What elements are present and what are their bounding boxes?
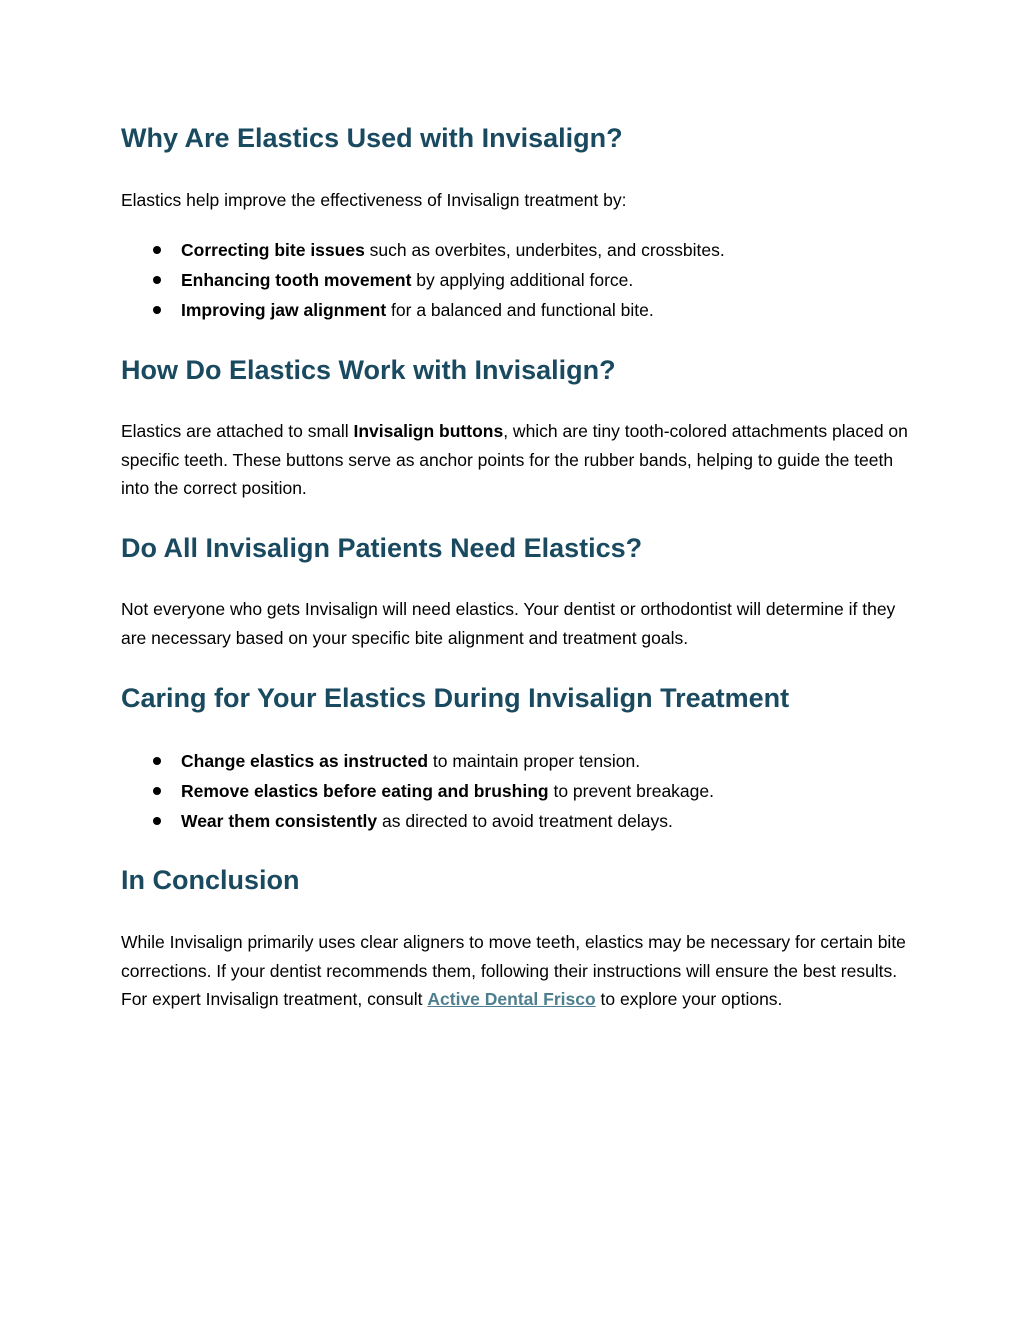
- intro-paragraph: Elastics help improve the effectiveness of Invisalign treatment by:: [121, 190, 627, 210]
- patients-paragraph: Not everyone who gets Invisalign will need elastics. Your dentist or orthodontist will determine if they are necessary based on your specific bite alignment and treatment goals.: [121, 599, 896, 648]
- conclusion-paragraph: While Invisalign primarily uses clear aligners to move teeth, elastics may be necessary for certain bite corrections. If your dentist recommends them, following their instructions will ensure the best results. For expert Invisalign treatment, consult Active Dental Frisco to explore your options.: [121, 932, 906, 1010]
- list-item: Change elastics as instructed to maintain proper tension.: [121, 746, 911, 776]
- heading-why-elastics: Why Are Elastics Used with Invisalign?: [121, 123, 623, 153]
- heading-do-all-patients: Do All Invisalign Patients Need Elastics?: [121, 533, 643, 563]
- heading-how-elastics-work: How Do Elastics Work with Invisalign?: [121, 355, 616, 385]
- bullet-icon: [153, 276, 161, 284]
- bullet-icon: [153, 757, 161, 765]
- bullet-icon: [153, 817, 161, 825]
- list-item: Enhancing tooth movement by applying additional force.: [121, 265, 911, 295]
- list-item: Remove elastics before eating and brushing to prevent breakage.: [121, 776, 911, 806]
- list-item: Correcting bite issues such as overbites, underbites, and crossbites.: [121, 235, 911, 265]
- active-dental-frisco-link[interactable]: Active Dental Frisco: [427, 989, 596, 1010]
- bullet-icon: [153, 787, 161, 795]
- bullet-icon: [153, 246, 161, 254]
- bullet-icon: [153, 306, 161, 314]
- list-item: Wear them consistently as directed to avoid treatment delays.: [121, 806, 911, 836]
- care-list: [121, 746, 911, 836]
- heading-caring-elastics: Caring for Your Elastics During Invisalign Treatment: [121, 683, 790, 713]
- heading-conclusion: In Conclusion: [121, 865, 300, 895]
- list-item: Improving jaw alignment for a balanced and functional bite.: [121, 295, 911, 325]
- how-paragraph: Elastics are attached to small Invisalign buttons, which are tiny tooth-colored attachments placed on specific teeth. These buttons serve as anchor points for the rubber bands, helping to guide the teeth into the correct position.: [121, 421, 908, 499]
- benefits-list: [121, 235, 911, 325]
